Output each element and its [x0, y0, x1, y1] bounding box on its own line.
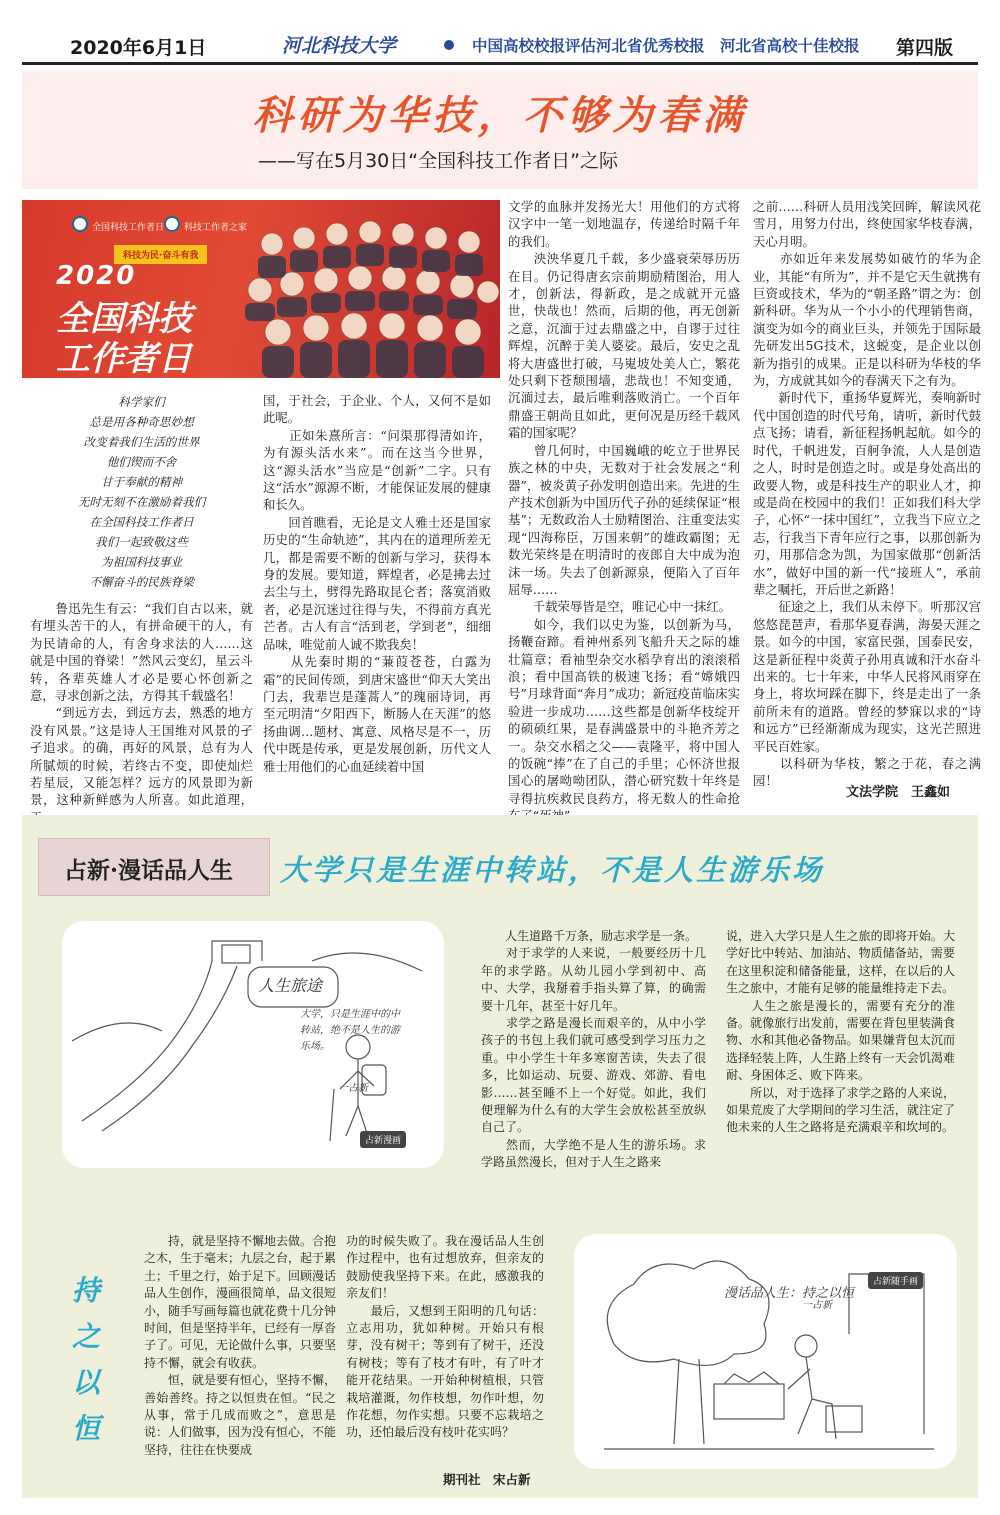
- article-column-3: 文学的血脉并发扬光大！用他们的方式将汉字中一笔一划地温存，传递给时隔千年的我们。 泱泱华夏几千载，多少盛衰荣辱历历在目。仍记得唐玄宗前期励精图治，用人才，创新法，得新政，是之成就开元盛世，快哉也！然而，后期的他，再无创新之意，沉湎于过去鼎盛之中，自谬于过往辉煌，沉醉于美人婆娑。最后，安史之乱将大唐盛世打破，马嵬坡处美人亡，繁花处只剩下苍颓围墙，悲哉也！不知变通，沉湎过去，最后唯剩落败消亡。一个百年鼎盛王朝尚且如此，更何况是历经千载风霜的国家呢？ 曾几何时，中国巍峨的屹立于世界民族之林的中央，无数对于社会发展之“利器”，被炎黄子孙发明创造出来。先进的生产技术创新为中国历代子孙的延续保证“根基”；无数政治人士励精图治、注重变法实现“四海称臣，万国来朝”的雄政霸图；无数光荣终是在明清时的夜郎自大中成为泡沫一场。失去了创新源泉，便陷入了百年屈辱…… 千载荣辱皆是空，唯记心中一抹红。 如今，我们以史为鉴，以创新为马，扬鞭奋蹄。看神州系列飞船升天之际的雄壮篇章；看袖型杂交水稻孕育出的滚滚稻浪；看中国高铁的极速飞扬；看“嫦娥四号”月球背面“奔月”成功；新冠疫苗临床实验进一步成功……这些都是创新华枝绽开的硕硕红果，是春满盛景中的斗艳齐芳之一。杂交水稻之父——袁隆平，将中国人的饭碗“捧”在了自己的手里；心怀济世报国心的屠呦呦团队，潜心研究数十年终是寻得抗疾救民良药方，将无数人的性命抢: [508, 199, 740, 806]
- title-char: 持: [71, 1274, 100, 1307]
- sketch-signature: 一占新: [802, 1300, 832, 1311]
- comic-title: 大学只是生涯中转站，不是人生游乐场: [280, 853, 825, 887]
- sketch-title: 漫话品人生：持之以恒: [724, 1286, 855, 1301]
- university-logo: 河北科技大学: [282, 35, 397, 57]
- persistence-vertical-title: [66, 1268, 106, 1452]
- persistence-sketch: [574, 1234, 957, 1469]
- bullet-dot-icon: [444, 40, 454, 50]
- life-journey-sketch: [62, 921, 444, 1168]
- sketch-signature: 一占新: [338, 1083, 368, 1094]
- banner-org-2: 科技工作者之家: [184, 223, 248, 233]
- article-title: 科研为华技，不够为春满: [252, 93, 748, 139]
- poem-line: 我们一起致敬这些: [95, 535, 188, 549]
- header-divider: [22, 62, 978, 65]
- article-column-4: 之前……科研人员用浅笑回眸，解读风花雪月，用努力付出，终使国家华枝春满，天心月明。 亦如近年来发展势如破竹的华为企业，其能“有所为”，并不是它天生就携有巨资或技术，华为的“朝圣路”谓之为：创新科研。华为从一个小小的代理销售商，演变为如今的商业巨头，并领先于国际最先研发出5G技术，这蜕变，是企业以创新为指引的成果。正是以科研为华枝的华为，方成就其如今的春满天下之有为。 新时代下，重扬华夏辉光，奏响新时代中国创造的时代号角，请听，新时代鼓点飞扬；请看，新征程扬帆起航。如今的时代，千帆进发，百舸争流，人人是创造之人，时时是创造之时。或是身处高出的政要人物，或是科技生产的职业人才，抑或是尚在校园中的我们！正如我们科大学子，心怀“一抹中国红”，立我当下应立之志，行我当下青年应行之事，以那创新为刃，用那信念为凯，为国家做那“创新活水”，做好中国的新一代“接班人”，承前辈之嘱托，开后世之新路！ 征途之上，我们从未停下。听那汉宫悠悠琵琶声，看那华夏春满，海晏天涯之景。如今的中国，家富民强，国泰民安，这是新征程中炎黄子孙用真诚和汗水奋斗出来的。七十年来，中华人民将风雨穿在身上，将坎坷踩在脚下，终是走出了一条前所未有的道路。曾经的梦寐以求的“诗和远方”已经渐渐成为现实，这光芒照进平民百姓家。 以科研为华枝，繁之于花，春之满园！: [753, 199, 981, 789]
- issue-date: 2020年6月1日: [70, 37, 207, 59]
- sketch-note: 大学，只是生涯中的中转站，绝不是人生的游乐场。: [300, 1009, 400, 1052]
- title-char: 恒: [71, 1412, 100, 1445]
- tribute-poem: [30, 392, 253, 592]
- poem-line: 不懈奋斗的民族脊梁: [89, 575, 194, 589]
- science-day-banner: [22, 200, 500, 378]
- poem-line: 在全国科技工作者日: [89, 515, 194, 529]
- title-char: 以: [71, 1366, 100, 1399]
- comic-column-2: 说，进入大学只是人生之旅的即将开始。大学好比中转站、加油站、物质储备站，需要在这里积淀和储备能量，这样，在以后的人生之旅中，才能有足够的能量维持走下去。 人生之旅是漫长的，需要有充分的准备。就像旅行出发前，需要在背包里装满食物、水和其他必备物品。如果嫌背包太沉而选择轻装上阵，人生路上终有一天会饥渴难耐、身困体乏、败下阵来。 所以，对于选择了求学之路的人来说，如果荒废了大学期间的学习生活，就注定了他未来的人生之路将是充满艰辛和坎坷的。: [726, 929, 955, 1135]
- sketch-stamp: 占新随手画: [868, 1272, 923, 1289]
- persist-column-1: 持，就是坚持不懈地去做。合抱之木，生于毫末；九层之台，起于累土；千里之行，始于足下。回顾漫话品人生创作，漫画很简单，品文很短小，随手写画每篇也就花费十几分钟时间，但是坚持半年，已经有一厚沓子了。可见，无论做什么事，只要坚持不懈，就会有收获。 恒，就是要有恒心，坚持不懈，善始善终。持之以恒贵在恒。“民之从事，常于几成而败之”，意思是说：人们做事，因为没有恒心，不能坚持，往往在快要成: [144, 1234, 337, 1457]
- poem-line: 甘于奉献的精神: [100, 475, 183, 489]
- poem-line: 无时无刻不在激励着我们: [77, 495, 206, 509]
- banner-headline-2: 工作者日: [56, 339, 192, 378]
- article-author: 文法学院 王鑫如: [846, 785, 951, 800]
- poem-line: 他们锲而不舍: [106, 455, 177, 469]
- poem-line: 为祖国科技事业: [100, 555, 183, 569]
- column-name: 占新·漫话品人生: [64, 857, 234, 884]
- persist-column-2: 功的时候失败了。我在漫话品人生创作过程中，也有过想放弃，但亲友的鼓励使我坚持下来。在此，感激我的亲友们！ 最后，又想到王阳明的几句话：立志用功，犹如种树。开始只有根芽，没有树干；等到有了树干，还没有树枝；等有了枝才有叶，有了叶才能开花结果。一开始种树植根，只管栽培灌溉，勿作枝想，勿作叶想，勿作花想，勿作实想。只要不忘栽培之功，还怕最后没有枝叶花实吗？: [346, 1234, 544, 1440]
- org-seal-icon: [164, 216, 180, 232]
- article-column-2: 国，于社会，于企业、个人，又何不是如此呢。 正如朱熹所言：“问渠那得清如许，为有源头活水来”。而在这当今世界，这“源头活水”当应是“创新”二字。只有这“活水”源源不断，才能保证发展的健康和长久。 回首瞧看，无论是文人雅士还是国家历史的“生命轨迹”，其内在的道理所差无几，都是需要不断的创新与学习，获得本身的发展。要知道，辉煌者，必是拂去过去尘与土，劈得先路取昆仑者；落寞消败者，必是沉迷过往得与失，不得前方真光芒者。古人有言“活到老，学到老”，细细品味，唯觉前人诚不欺我矣！ 从先秦时期的“蒹葭苍苍，白露为霜”的民间传颂，到唐宋盛世“仰天大笑出门去，我辈岂是蓬蒿人”的瑰丽诗词，再至元明清“夕阳西下，断肠人在天涯”的悠扬曲调…题材、寓意、风格尽是不一，历代中既是传承，更是发展创新，历代文人雅士用他们的心血延续着中国: [263, 393, 491, 774]
- sketch-title: 人生旅途: [258, 976, 323, 995]
- scientists-group-photo: [242, 204, 500, 378]
- persist-author: 期刊社 宋占新: [443, 1472, 531, 1487]
- newspaper-motto: 中国高校校报评估河北省优秀校报 河北省高校十佳校报: [472, 37, 860, 55]
- poem-line: 改变着我们生活的世界: [83, 435, 200, 449]
- banner-org-1: 全国科技工作者日: [92, 223, 165, 233]
- article-subtitle: ——写在5月30日“全国科技工作者日”之际: [258, 150, 618, 172]
- comic-column-1: 人生道路千万条，励志求学是一条。 对于求学的人来说，一般要经历十几年的求学路。从幼儿园小学到初中、高中、大学，我掰着手指头算了算，的确需要十几年，甚至十好几年。 求学之路是漫长而艰辛的，从中小学孩子的书包上我们就可感受到学习压力之重。中小学生十年多寒窗苦读，失去了很多，比如运动、玩耍、游戏、郊游、看电影……甚至睡不上一个好觉。如此，我们便理解为什么有的大学生会放松甚至放纵自己了。 然而，大学绝不是人生的游乐场。求学路虽然漫长，但对于人生之路来: [481, 929, 706, 1170]
- org-seal-icon: [72, 216, 88, 232]
- banner-slogan: 科技为民·奋斗有我: [114, 245, 207, 264]
- poem-line: 科学家们: [118, 395, 165, 409]
- banner-headline-1: 全国科技: [56, 299, 192, 339]
- article-column-1: 鲁迅先生有云：“我们自古以来，就有埋头苦干的人，有拼命硬干的人，有为民请命的人，有舍身求法的人……这就是中国的脊梁！”然风云变幻，星云斗转，各辈英雄人才必是要心怀创新之意，寻求创新之法，方得其千载盛名！ “到远方去，到远方去，熟悉的地方没有风景。”这是诗人王国维对风景的孑孑追求。的确，再好的风景，总有为人所腻烦的时候，若终古不变，即使灿烂若星辰，又能怎样？远方的风景即为新景，这种新鲜感为人所喜。如此道理，: [30, 601, 253, 808]
- edition-label: 第四版: [896, 37, 954, 59]
- poem-line: 总是用各种奇思妙想: [89, 415, 194, 429]
- title-char: 之: [71, 1320, 100, 1353]
- banner-year: 2020: [56, 261, 137, 291]
- sketch-stamp: 占新漫画: [360, 1131, 406, 1148]
